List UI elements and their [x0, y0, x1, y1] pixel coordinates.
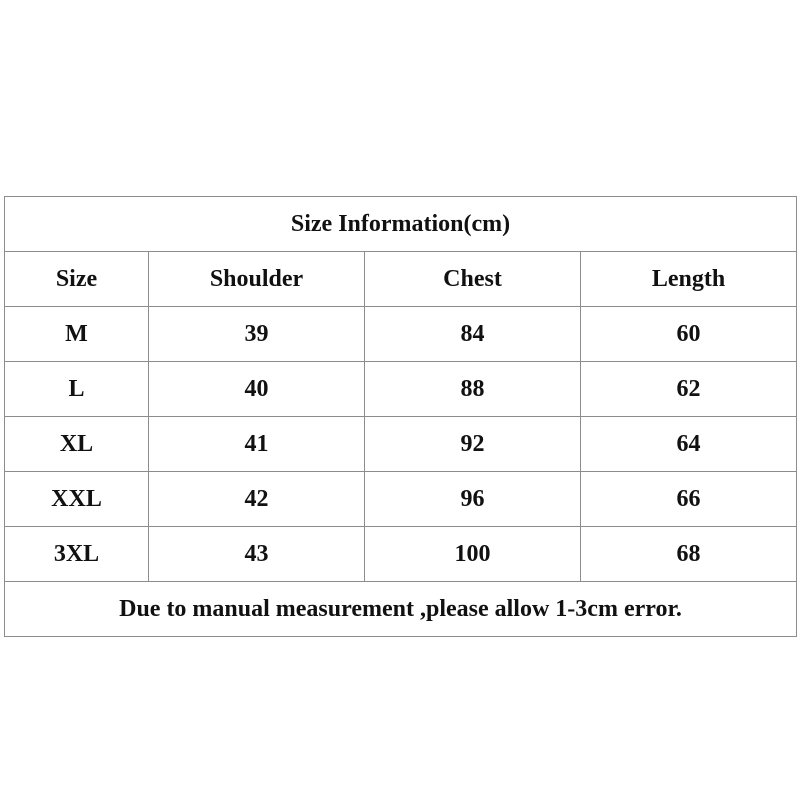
chest-cell: 84 [365, 307, 581, 362]
shoulder-cell: 39 [149, 307, 365, 362]
size-cell: XL [5, 417, 149, 472]
table-header-row [5, 252, 797, 307]
length-cell: 62 [581, 362, 797, 417]
chest-cell: 88 [365, 362, 581, 417]
table-note-row [5, 582, 797, 637]
table-row [5, 472, 797, 527]
size-cell: M [5, 307, 149, 362]
table-title-row [5, 197, 797, 252]
chest-cell: 96 [365, 472, 581, 527]
header-shoulder: Shoulder [149, 252, 365, 307]
length-cell: 66 [581, 472, 797, 527]
table-row [5, 362, 797, 417]
length-cell: 60 [581, 307, 797, 362]
size-cell: XXL [5, 472, 149, 527]
length-cell: 64 [581, 417, 797, 472]
table-row [5, 527, 797, 582]
table-row [5, 417, 797, 472]
measurement-note: Due to manual measurement ,please allow 1-3cm error. [5, 582, 797, 637]
chest-cell: 100 [365, 527, 581, 582]
shoulder-cell: 40 [149, 362, 365, 417]
shoulder-cell: 43 [149, 527, 365, 582]
shoulder-cell: 41 [149, 417, 365, 472]
table-row [5, 307, 797, 362]
size-cell: L [5, 362, 149, 417]
header-size: Size [5, 252, 149, 307]
size-information-table [4, 196, 797, 637]
shoulder-cell: 42 [149, 472, 365, 527]
length-cell: 68 [581, 527, 797, 582]
table-title: Size Information(cm) [5, 197, 797, 252]
chest-cell: 92 [365, 417, 581, 472]
header-length: Length [581, 252, 797, 307]
size-cell: 3XL [5, 527, 149, 582]
header-chest: Chest [365, 252, 581, 307]
